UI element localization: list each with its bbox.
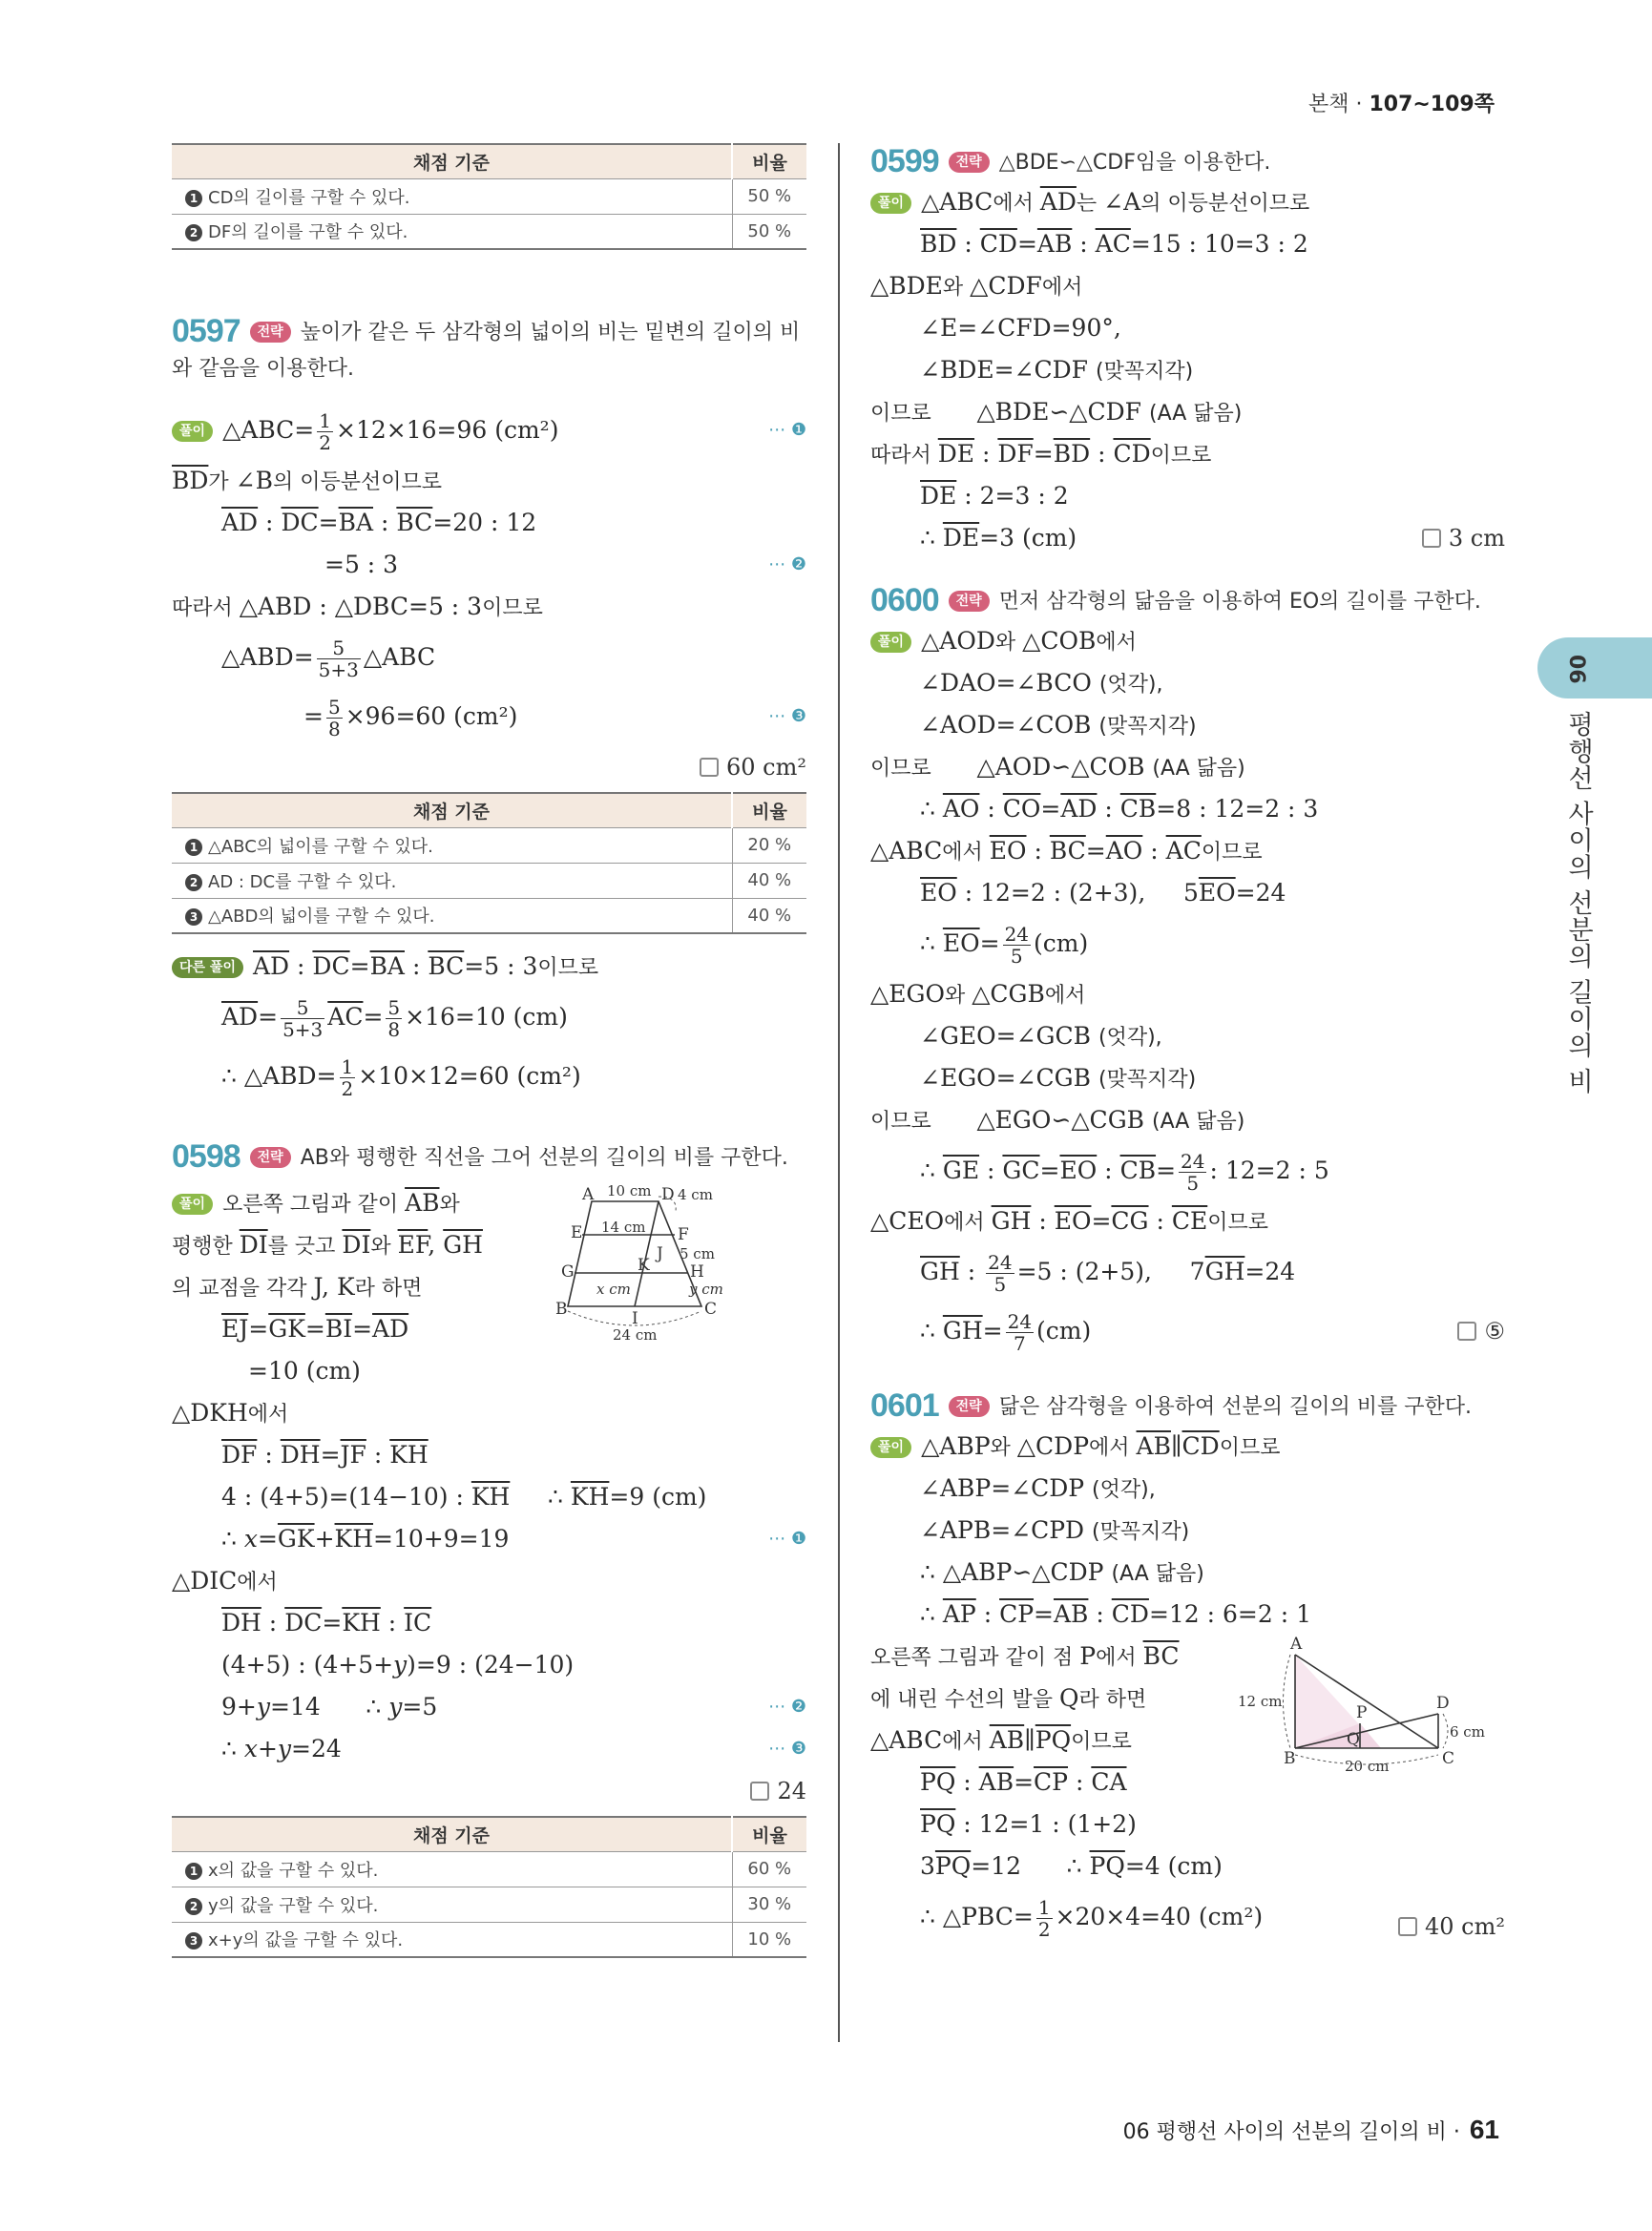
table-row: 3 x+y의 값을 구할 수 있다. 10 % [172, 1922, 806, 1957]
grading-table-0597: 채점 기준 비율 1 △ABC의 넓이를 구할 수 있다. 20 % 2 AD : DC를 구할 수 있다. 40 % 3 △ABD의 넓이를 구할 수 있다. 40 % [172, 792, 806, 934]
problem-0600-solution: 풀이 △AOD와 △COB에서 ∠DAO=∠BCO (엇각), ∠AOD=∠COB (맞꼭지각) 이므로 △AOD∽△COB (AA 닮음) ∴ $\overline{AO}$ : $\overline{CO}=\overline{AD}$ : $\overline{CB}=8$ : 12=2 : 3 △ABC에서 $\overline{EO}$ : $\overline{BC}=\overline{AO}$ : $\overline{AC}$이므로 $\overline{EO}$ : 12=2 : (2+3), $5\overline{EO}=24$ ∴ $\overline{EO}=$ $\frac{24}{5}$ (cm) △EGO와 △CGB에서 ∠GEO=∠GCB (엇각), ∠EGO=∠CGB (맞꼭지각) 이므로 △EGO∽△CGB (AA 닮음) ∴ $\overline{GE}$ : $\overline{GC}=\overline{EO}$ : $\overline{CB}=$ $\frac{24}{5}$ : 12=2 : 5 △CEO에서 $\overline{GH}$ : $\overline{EO}=\overline{CG}$ : $\overline{CE}$이므로 $\overline{GH}$ : $\frac{24}{5}$ =5 : (2+5), $7\overline{GH}=24$ ∴ $\overline{GH}=$ $\frac{24}{7}$ (cm) ⑤ [870, 620, 1505, 1361]
trapezoid-figure [554, 1182, 806, 1354]
left-column [172, 143, 806, 1958]
svg-text:E: E [571, 1223, 583, 1242]
problem-0601-header: 0601 전략 닮은 삼각형을 이용하여 선분의 길이의 비를 구한다. [870, 1387, 1472, 1424]
svg-text:10 cm: 10 cm [607, 1182, 652, 1199]
header-page-ref: 본책 · 107~109쪽 [1307, 93, 1495, 116]
chapter-title: 평행선 사이의 선분의 길이의 비 [1563, 711, 1593, 1095]
problem-0599-solution: 풀이 △ABC에서 $\overline{AD}$는 ∠A의 이등분선이므로 $\overline{BD}$ : $\overline{CD}=\overline{AB}$ : $\overline{AC}=15$ : 10=3 : 2 △BDE와 △CDF에서 ∠E=∠CFD=90°, ∠BDE=∠CDF (맞꼭지각) 이므로 △BDE∽△CDF (AA 닮음) 따라서 $\overline{DE}$ : $\overline{DF}=\overline{BD}$ : $\overline{CD}$이므로 $\overline{DE}$ : 2=3 : 2 ∴ $\overline{DE}=3$ (cm) 3 cm [870, 181, 1505, 559]
svg-text:A: A [1290, 1636, 1303, 1654]
table-row: 1 x의 값을 구할 수 있다. 60 % [172, 1851, 806, 1887]
problem-0599-header: 0599 전략 △BDE∽△CDF임을 이용한다. [870, 143, 1271, 179]
table-row: 2 AD : DC를 구할 수 있다. 40 % [172, 863, 806, 898]
problem-0597-header: 0597 전략 높이가 같은 두 삼각형의 넓이의 비는 밑변의 길이의 비와 같음을 이용한다. [172, 313, 801, 381]
svg-text:20 cm: 20 cm [1345, 1758, 1390, 1775]
problem-0597-alt-solution: 다른 풀이 $\overline{AD}$ : $\overline{DC}=\overline{BA}$ : $\overline{BC}=5$ : 3이므로 $\overline{AD}=$ $\frac{5}{5+3}$ $\overline{AC}=$ $\frac{5}{8}$ ×16=10 (cm) ∴ △ABD= $\frac{1}{2}$ ×10×12=60 (cm²) [172, 946, 806, 1106]
svg-text:A: A [582, 1185, 595, 1204]
svg-text:P: P [1356, 1703, 1368, 1722]
answer-0599: 3 cm [1422, 517, 1505, 559]
svg-text:C: C [704, 1300, 718, 1319]
svg-text:K: K [638, 1256, 650, 1275]
svg-text:5 cm: 5 cm [680, 1245, 715, 1262]
svg-text:12 cm: 12 cm [1238, 1693, 1283, 1710]
column-divider [838, 143, 840, 2042]
problem-0600-header: 0600 전략 먼저 삼각형의 닮음을 이용하여 EO의 길이를 구한다. [870, 582, 1481, 618]
triangle-figure [1238, 1636, 1505, 1779]
svg-text:24 cm: 24 cm [613, 1326, 658, 1344]
table-row: 1 CD의 길이를 구할 수 있다. 50 % [172, 178, 806, 214]
svg-text:B: B [555, 1300, 568, 1319]
table-row: 1 △ABC의 넓이를 구할 수 있다. 20 % [172, 827, 806, 863]
svg-text:J: J [657, 1244, 663, 1263]
svg-text:C: C [1442, 1749, 1455, 1768]
svg-text:G: G [561, 1262, 575, 1282]
svg-text:I: I [632, 1309, 638, 1328]
svg-text:F: F [678, 1225, 689, 1244]
page-footer: 06 평행선 사이의 선분의 길이의 비 · 61 [1122, 2115, 1499, 2144]
table-row: 2 DF의 길이를 구할 수 있다. 50 % [172, 214, 806, 249]
svg-text:Q: Q [1347, 1730, 1360, 1749]
chapter-tab: 06 [1537, 637, 1652, 698]
problem-0601-solution: 풀이 △ABP와 △CDP에서 $\overline{AB}\parallel\overline{CD}$이므로 ∠ABP=∠CDP (엇각), ∠APB=∠CPD (맞꼭지각) ∴ △ABP∽△CDP (AA 닮음) ∴ $\overline{AP}$ : $\overline{CP}=\overline{AB}$ : $\overline{CD}=12$ : 6=2 : 1 오른쪽 그림과 같이 점 P에서 $\overline{BC}$ 에 내린 수선의 발을 Q라 하면 △ABC에서 $\overline{AB}\parallel\overline{PQ}$이므로 $\overline{PQ}$ : $\overline{AB}=\overline{CP}$ : $\overline{CA}$ $\overline{PQ}$ : 12=1 : (1+2) $3\overline{PQ}=12$ ∴ $\overline{PQ}=4$ (cm) ∴ △PBC= $\frac{1}{2}$ ×20×4=40 (cm²) 40 cm² A B C D P Q 12 cm 6 cm 20 cm [870, 1426, 1505, 1947]
problem-0597-solution: 풀이 △ABC= $\frac{1}{2}$ ×12×16=96 (cm²) ⋯ ❶ $\overline{BD}$가 ∠B의 이등분선이므로 $\overline{AD}$ : $\overline{DC}=\overline{BA}$ : $\overline{BC}=20$ : 12 =5 : 3 ⋯ ❷ 따라서 △ABD : △DBC=5 : 3이므로 △ABD= $\frac{5}{5+3}$ △ABC = $\frac{5}{8}$ ×96=60 (cm²) ⋯ ❸ 60 cm² [172, 401, 806, 788]
svg-text:H: H [690, 1262, 704, 1282]
table-row: 2 y의 값을 구할 수 있다. 30 % [172, 1887, 806, 1922]
problem-0598-solution: 풀이 오른쪽 그림과 같이 $\overline{AB}$와 평행한 $\overline{DI}$를 긋고 $\overline{DI}$와 $\overline{EF}$, $\overline{GH}$ 의 교점을 각각 J, K라 하면 $\overline{EJ}=\overline{GK}=\overline{BI}=\overline{AD}$ =10 (cm) △DKH에서 $\overline{DF}$ : $\overline{DH}=\overline{JF}$ : $\overline{KH}$ 4 : (4+5)=(14−10) : $\overline{KH}$ ∴ $\overline{KH}=9$ (cm) ∴ $x=\overline{GK}+\overline{KH}=10+9=19$ ⋯ ❶ △DIC에서 $\overline{DH}$ : $\overline{DC}=\overline{KH}$ : $\overline{IC}$ (4+5) : (4+5+y)=9 : (24−10) 9+y=14 ∴ y=5 ⋯ ❷ ∴ x+y=24 ⋯ ❸ 24 A D E F G H B C I J K 10 cm 4 cm 14 cm 5 cm x cm y cm 24 cm [172, 1182, 806, 1812]
svg-text:D: D [1436, 1694, 1450, 1713]
svg-text:x cm: x cm [596, 1281, 631, 1298]
problem-0598-header: 0598 전략 AB와 평행한 직선을 그어 선분의 길이의 비를 구한다. [172, 1138, 788, 1175]
table-row: 3 △ABD의 넓이를 구할 수 있다. 40 % [172, 898, 806, 933]
grading-table-0596: 채점 기준 비율 1 CD의 길이를 구할 수 있다. 50 % 2 DF의 길이를 구할 수 있다. 50 % [172, 143, 806, 250]
svg-text:D: D [661, 1185, 675, 1204]
answer-0598: 24 [750, 1770, 806, 1812]
answer-0600: ⑤ [1457, 1302, 1505, 1361]
svg-text:4 cm: 4 cm [678, 1186, 713, 1203]
right-column [870, 143, 1505, 1947]
answer-0601: 40 cm² [1398, 1897, 1505, 1956]
svg-text:14 cm: 14 cm [601, 1219, 646, 1236]
answer-0597: 60 cm² [700, 746, 806, 788]
svg-text:y cm: y cm [689, 1281, 723, 1298]
svg-text:6 cm: 6 cm [1450, 1723, 1485, 1741]
svg-text:B: B [1284, 1749, 1296, 1768]
grading-table-0598: 채점 기준 비율 1 x의 값을 구할 수 있다. 60 % 2 y의 값을 구할 수 있다. 30 % 3 x+y의 값을 구할 수 있다. 10 % [172, 1816, 806, 1958]
